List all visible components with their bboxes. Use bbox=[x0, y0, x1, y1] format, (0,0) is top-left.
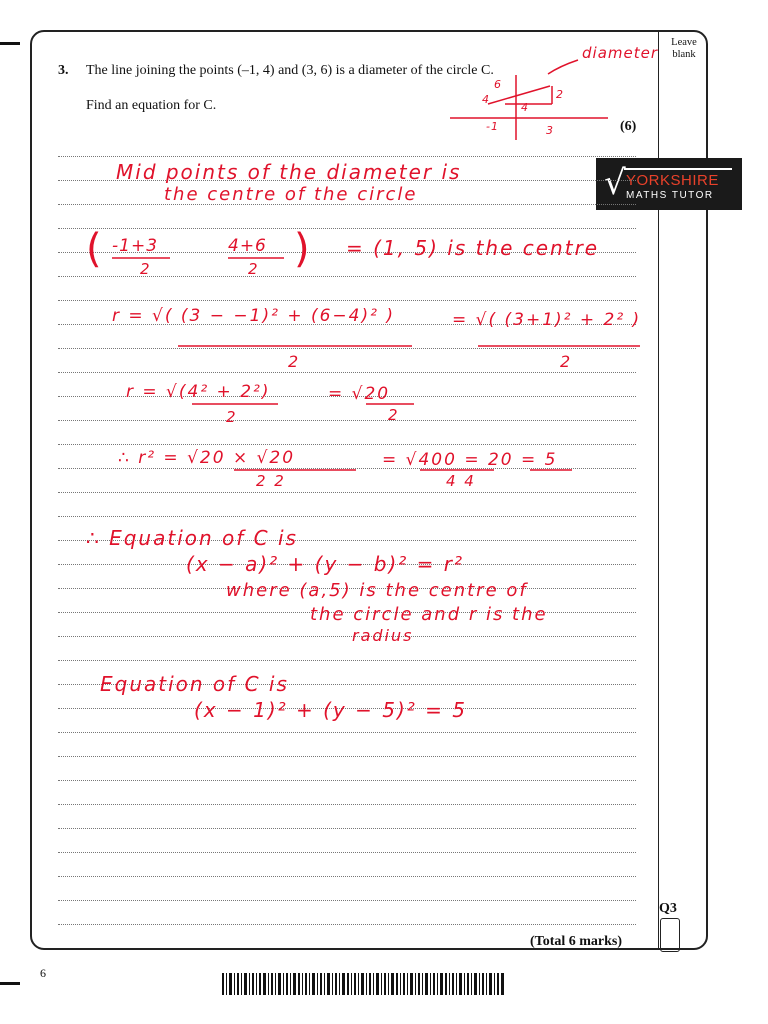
sketch-annotation: diameter bbox=[582, 44, 658, 62]
midpoint-x-denominator: 2 bbox=[140, 260, 151, 278]
marks-box bbox=[660, 918, 680, 952]
leave-blank-label: Leave blank bbox=[671, 37, 697, 60]
answer-line bbox=[58, 924, 636, 925]
sqrt-icon: √ bbox=[604, 163, 626, 203]
radius-line-2-denominator: 2 bbox=[560, 352, 573, 371]
barcode bbox=[222, 973, 504, 995]
answer-line bbox=[58, 660, 636, 661]
sketch-label-y-top: 6 bbox=[494, 78, 502, 91]
answer-line bbox=[58, 900, 636, 901]
working-line-2: the centre of the circle bbox=[164, 184, 418, 205]
answer-line bbox=[58, 300, 636, 301]
question-text: The line joining the points (–1, 4) and (3, 6) is a diameter of the circle C. bbox=[86, 63, 494, 78]
crop-mark-bottom bbox=[0, 982, 20, 985]
total-marks: (Total 6 marks) bbox=[530, 934, 623, 949]
r-squared-result: = √400 = 20 = 5 bbox=[382, 450, 558, 470]
answer-line bbox=[58, 444, 636, 445]
answer-line bbox=[58, 876, 636, 877]
answer-line bbox=[58, 852, 636, 853]
question-marks: (6) bbox=[620, 119, 637, 134]
radius-line-2-numerator: = √( (3+1)² + 2² ) bbox=[452, 310, 642, 330]
midpoint-paren-close: ) bbox=[294, 226, 312, 272]
r-squared-denominators: 2 2 bbox=[256, 472, 286, 490]
answer-line bbox=[58, 516, 636, 517]
answer-line bbox=[58, 156, 636, 157]
page-number: 6 bbox=[40, 966, 46, 980]
sketch-label-x-left: -1 bbox=[486, 120, 499, 133]
yorkshire-maths-tutor-logo bbox=[596, 158, 742, 210]
answer-line bbox=[58, 780, 636, 781]
equation-radius-word: radius bbox=[352, 626, 414, 645]
midpoint-y-numerator: 4+6 bbox=[228, 236, 267, 256]
equation-heading: ∴ Equation of C is bbox=[86, 526, 298, 550]
logo-line1: YORKSHIRE bbox=[626, 172, 719, 189]
r-squared-line: ∴ r² = √20 × √20 bbox=[118, 448, 296, 468]
answer-line bbox=[58, 804, 636, 805]
sketch-label-run: 4 bbox=[521, 101, 529, 114]
answer-line bbox=[58, 492, 636, 493]
sketch-label-y-mid: 4 bbox=[482, 93, 490, 106]
working-line-1: Mid points of the diameter is bbox=[116, 160, 462, 184]
logo-line2: MATHS TUTOR bbox=[626, 190, 714, 201]
answer-line bbox=[58, 732, 636, 733]
answer-line bbox=[58, 636, 636, 637]
question-number: 3. bbox=[58, 63, 69, 78]
answer-line bbox=[58, 348, 636, 349]
question-label: Q3 bbox=[659, 901, 677, 916]
question-instruction: Find an equation for C. bbox=[86, 98, 217, 113]
centre-result: = (1, 5) is the centre bbox=[346, 236, 600, 260]
sketch-label-rise: 2 bbox=[556, 88, 564, 101]
radius-line-3-result-denominator: 2 bbox=[388, 406, 400, 424]
equation-where-line: where (a,5) is the centre of bbox=[226, 580, 528, 601]
logo-vinculum bbox=[624, 168, 732, 170]
radius-line-1-numerator: r = √( (3 − −1)² + (6−4)² ) bbox=[112, 306, 395, 326]
equation-circle-line: the circle and r is the bbox=[310, 604, 548, 625]
midpoint-x-numerator: -1+3 bbox=[112, 236, 159, 256]
answer-line bbox=[58, 372, 636, 373]
r-squared-result-denominators: 4 4 bbox=[446, 472, 476, 490]
sketch-label-x-right: 3 bbox=[546, 124, 554, 137]
answer-line bbox=[58, 756, 636, 757]
midpoint-y-denominator: 2 bbox=[248, 260, 259, 278]
equation-general-form: (x − a)² + (y − b)² = r² bbox=[186, 552, 464, 576]
radius-line-3-result: = √20 bbox=[328, 384, 391, 404]
answer-line bbox=[58, 828, 636, 829]
crop-mark-top bbox=[0, 42, 20, 45]
radius-line-3-denominator: 2 bbox=[226, 408, 238, 426]
midpoint-paren-open: ( bbox=[86, 226, 104, 272]
final-equation: (x − 1)² + (y − 5)² = 5 bbox=[194, 698, 467, 722]
radius-line-3: r = √(4² + 2²) bbox=[126, 382, 271, 402]
final-equation-heading: Equation of C is bbox=[100, 672, 289, 696]
answer-line bbox=[58, 420, 636, 421]
answer-line bbox=[58, 228, 636, 229]
radius-line-1-denominator: 2 bbox=[288, 352, 301, 371]
